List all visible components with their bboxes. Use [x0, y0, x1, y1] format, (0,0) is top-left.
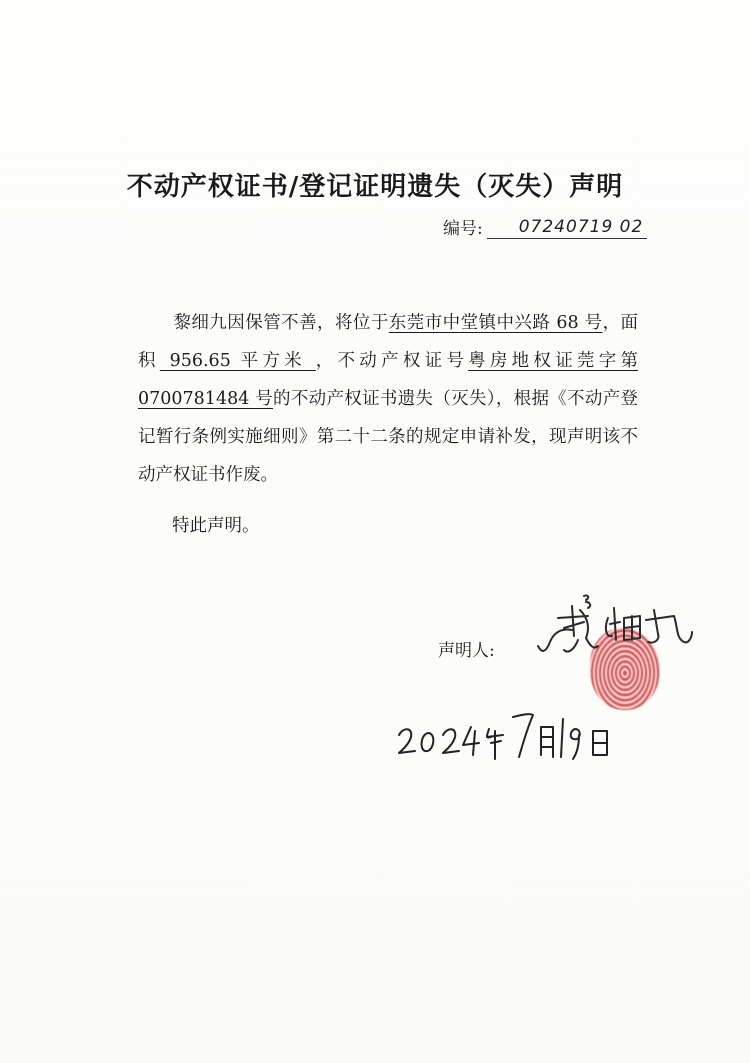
- closing-statement: 特此声明。: [172, 516, 260, 536]
- property-location: 东莞市中堂镇中兴路 68 号: [388, 313, 603, 333]
- certificate-number: 粤房地权证莞字第 0700781484 号: [138, 351, 638, 409]
- declarant-label: 声明人:: [438, 641, 495, 661]
- document-number-row: [443, 214, 647, 239]
- body-text-1: 因保管不善，将位于: [227, 313, 389, 333]
- body-text-2: ，面积: [138, 313, 639, 371]
- number-value: 07240719 02: [487, 216, 647, 239]
- declaration-body: [138, 304, 638, 494]
- body-text-3: ，不动产权证号: [315, 351, 469, 371]
- owner-name: 黎细九: [173, 313, 228, 333]
- handwritten-signature: [528, 588, 698, 668]
- body-text-4: 的不动产权证书遗失（灭失），根据《不动产登记暂行条例实施细则》第二十二条的规定申请补发，现声明该不动产权证书作废。: [138, 389, 639, 485]
- property-area: 956.65 平方米: [159, 351, 316, 371]
- number-label: 编号:: [443, 219, 483, 239]
- document-title: 不动产权证书/登记证明遗失（灭失）声明: [126, 172, 624, 202]
- handwritten-date: [395, 705, 615, 765]
